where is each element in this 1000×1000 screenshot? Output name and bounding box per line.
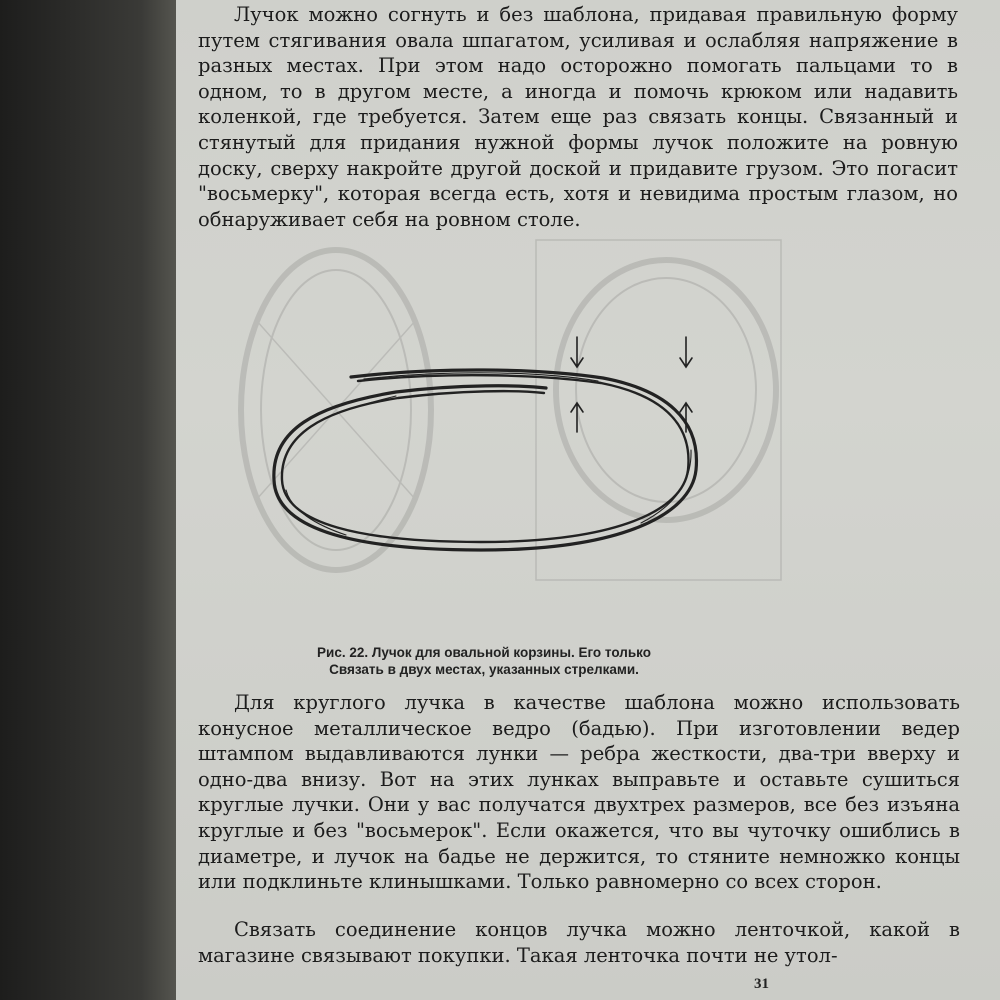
book-page xyxy=(176,0,1000,1000)
caption-line-1: Рис. 22. Лучок для овальной корзины. Его только xyxy=(317,645,651,660)
oval-hoop xyxy=(274,370,697,550)
paragraph-3: Связать соединение концов лучка можно ленточкой, какой в магазине связывают покупки. Такая ленточка почти не утол- xyxy=(198,918,960,967)
caption-line-2: Связать в двух местах, указанных стрелками. xyxy=(329,662,639,677)
paragraph-2: Для круглого лучка в качестве шаблона можно использовать конусное металлическое ведро (бадью). При изготовлении ведер штампом выдавливаются лунки — ребра жесткости, два-три вверху и одно-два внизу. Вот на этих лунках выправьте и оставьте сушиться круглые лучки. Они у вас получатся двухтрех размеров, все без изъяна круглые и без "восьмерок". Если окажется, что вы чуточку ошиблись в диаметре, и лучок на бадье не держится, то стяните немножко концы или подклиньте клинышками. Только равномерно со всех сторон. xyxy=(198,691,960,894)
figure-caption xyxy=(284,644,684,678)
hoop-illustration xyxy=(246,330,716,560)
paragraph-1: Лучок можно согнуть и без шаблона, придавая правильную форму путем стягивания овала шпагатом, усиливая и ослабляя напряжение в разных местах. При этом надо осторожно помогать пальцами то в одном, то в другом месте, а иногда и помочь крюком или надавить коленкой, где требуется. Затем еще раз связать концы. Связанный и стянутый для придания нужной формы лучок положите на ровную доску, сверху накройте другой доской и придавите грузом. Это погасит "восьмерку", которая всегда есть, хотя и невидима простым глазом, но обнаруживает себя на ровном столе. xyxy=(198,3,958,231)
book-spine-shadow xyxy=(0,0,176,1000)
arrow-down-icon xyxy=(571,337,583,367)
arrow-down-icon xyxy=(680,337,692,367)
page-number: 31 xyxy=(754,976,769,992)
arrow-up-icon xyxy=(571,403,583,432)
